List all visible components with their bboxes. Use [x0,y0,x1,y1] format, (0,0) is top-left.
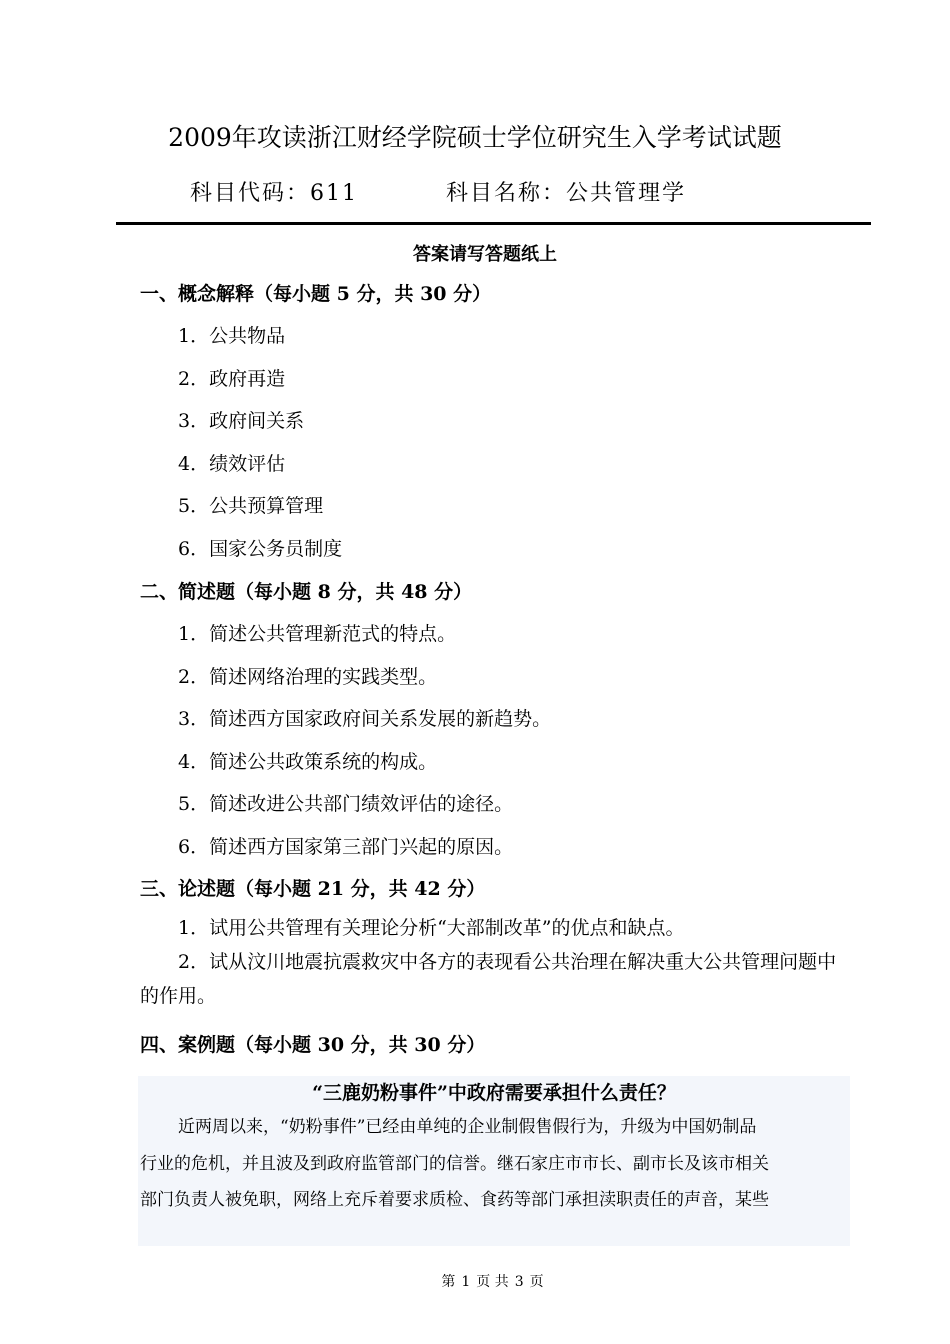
exam-title: 2009年攻读浙江财经学院硕士学位研究生入学考试试题 [168,123,782,152]
case-text-line: 近两周以来，“奶粉事件”已经由单纯的企业制假售假行为，升级为中国奶制品 [178,1117,757,1137]
case-title: “三鹿奶粉事件”中政府需要承担什么责任？ [312,1082,676,1104]
list-item: 1．公共物品 [178,325,286,347]
page-current: 1 [461,1274,471,1290]
list-item: 6．简述西方国家第三部门兴起的原因。 [178,836,514,858]
subject-row [190,174,686,214]
list-item: 3．简述西方国家政府间关系发展的新趋势。 [178,708,552,730]
case-text-line: 部门负责人被免职，网络上充斥着要求质检、食药等部门承担渎职责任的声音，某些 [140,1190,769,1210]
page-mid: 页 共 [476,1274,509,1290]
subject-code: 科目代码：611 [190,181,358,206]
page-label: 第 [441,1274,456,1290]
page-total: 3 [514,1274,524,1290]
list-item: 1．试用公共管理有关理论分析“大部制改革”的优点和缺点。 [178,917,685,939]
case-text-line: 行业的危机，并且波及到政府监管部门的信誉。继石家庄市市长、副市长及该市相关 [140,1154,769,1174]
list-item: 2．简述网络治理的实践类型。 [178,666,438,688]
list-item: 5．公共预算管理 [178,495,324,517]
list-item: 4．绩效评估 [178,453,286,475]
section-heading-3: 三、论述题（每小题 21 分，共 42 分） [140,878,486,900]
list-item: 3．政府间关系 [178,410,305,432]
subject-name: 科目名称：公共管理学 [446,181,687,206]
header-divider [116,222,871,225]
list-item: 1．简述公共管理新范式的特点。 [178,623,457,645]
list-item: 6．国家公务员制度 [178,538,343,560]
page-end: 页 [529,1274,544,1290]
paragraph-item: 2．试从汶川地震抗震救灾中各方的表现看公共治理在解决重大公共管理问题中的作用。 [140,951,837,1007]
list-item: 4．简述公共政策系统的构成。 [178,751,438,773]
list-item: 5．简述改进公共部门绩效评估的途径。 [178,793,514,815]
answer-instruction: 答案请写答题纸上 [413,244,557,265]
page-footer [0,1270,950,1294]
section-heading-2: 二、简述题（每小题 8 分，共 48 分） [140,581,473,603]
list-item: 2．政府再造 [178,368,286,390]
section-heading-4: 四、案例题（每小题 30 分，共 30 分） [140,1034,486,1056]
section-heading-1: 一、概念解释（每小题 5 分，共 30 分） [140,283,492,305]
